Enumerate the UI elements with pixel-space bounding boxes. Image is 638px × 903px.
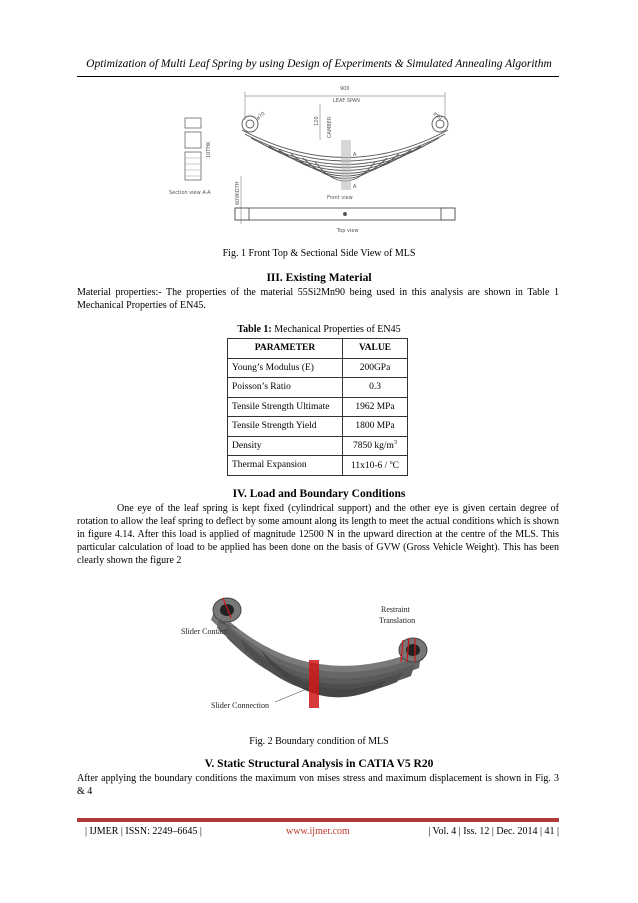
- degree-sign: o: [389, 459, 393, 466]
- table-row: [228, 378, 408, 398]
- param-cell: Thermal Expansion: [228, 456, 343, 476]
- footer-journal: | IJMER | ISSN: 2249–6645 |: [85, 826, 202, 837]
- top-view: [235, 208, 455, 220]
- slider-contact-label: Slider Contact: [181, 627, 227, 636]
- density-value: 7850 kg/m: [353, 441, 394, 452]
- value-cell: 0.3: [343, 378, 408, 398]
- header-rule: [77, 76, 559, 77]
- param-cell: Tensile Strength Ultimate: [228, 397, 343, 417]
- value-cell: 200GPa: [343, 358, 408, 378]
- spring-3d-model: [211, 598, 427, 708]
- section5-text: After applying the boundary conditions the maximum von mises stress and maximum displacement is shown in Fig. 3 & 4: [77, 773, 559, 797]
- value-cell: [343, 456, 408, 476]
- value-cell: 1962 MPa: [343, 397, 408, 417]
- table1-caption: [0, 324, 638, 335]
- table1-caption-text: Mechanical Properties of EN45: [271, 324, 401, 335]
- top-view-label: Top view: [337, 228, 359, 234]
- param-cell: Density: [228, 436, 343, 456]
- running-header: Optimization of Multi Leaf Spring by using Design of Experiments & Simulated Annealing Algorithm: [86, 58, 552, 70]
- footer-volume: | Vol. 4 | Iss. 12 | Dec. 2014 | 41 |: [428, 826, 559, 837]
- table-header-row: [228, 339, 408, 359]
- header-parameter: PARAMETER: [228, 339, 343, 359]
- expansion-unit: C: [392, 460, 400, 471]
- section-mark-bottom: A: [353, 184, 357, 190]
- front-view-label: Front view: [327, 195, 353, 201]
- mechanical-properties-table: [227, 338, 408, 476]
- thk-label: 10THK: [206, 141, 212, 158]
- section4-heading: IV. Load and Boundary Conditions: [232, 488, 406, 500]
- table-row: [228, 358, 408, 378]
- figure1-drawing: [155, 80, 485, 240]
- table-row: [228, 417, 408, 437]
- center-clamp: [341, 140, 351, 190]
- value-cell: [343, 436, 408, 456]
- param-cell: Poisson’s Ratio: [228, 378, 343, 398]
- header-value: VALUE: [343, 339, 408, 359]
- footer-bar: [77, 818, 559, 822]
- section-mark-top: A: [353, 152, 357, 158]
- translation-label: Translation: [379, 616, 416, 625]
- section5-heading: V. Static Structural Analysis in CATIA V5 R20: [204, 758, 434, 770]
- param-cell: Tensile Strength Yield: [228, 417, 343, 437]
- figure2-caption: Fig. 2 Boundary condition of MLS: [249, 736, 389, 747]
- camber-value: 120: [314, 116, 320, 126]
- eye-right-dim: ø90: [431, 110, 443, 122]
- table-row: [228, 397, 408, 417]
- figure1-caption: Fig. 1 Front Top & Sectional Side View of MLS: [222, 248, 416, 259]
- section-view-label: Section view A-A: [169, 190, 211, 196]
- table-row: [228, 456, 408, 476]
- span-label: LEAF SPAN: [333, 98, 360, 104]
- figure2-image: [175, 578, 465, 718]
- section4-text: One eye of the leaf spring is kept fixed (cylindrical support) and the other eye is given certain degree of rotation to allow the leaf spring to deflect by some amount along its length to meet the actual conditions which is shown in figure 4.14. After this load is applied of magnitude 12500 N in the upward direction at the centre of the MLS. This particular calculation of load to be applied has been done on the basis of GVW (Gross Vehicle Weight). This has been clearly shown the figure 2: [77, 503, 559, 566]
- eye-left-dim: ø70: [255, 110, 267, 122]
- param-cell: Young’s Modulus (E): [228, 358, 343, 378]
- width-label: 60WIDTH: [235, 181, 241, 205]
- slider-connection-label: Slider Connection: [211, 701, 269, 710]
- restraint-label: Restraint: [381, 605, 410, 614]
- section3-heading: III. Existing Material: [266, 272, 372, 284]
- footer-url-link[interactable]: www.ijmer.com: [286, 826, 350, 837]
- camber-label: CAMBER: [327, 116, 333, 138]
- section3-text: Material properties:- The properties of the material 55Si2Mn90 being used in this analysis are shown in Table 1 Mechanical Properties of EN45.: [77, 287, 559, 311]
- density-exponent: 3: [393, 440, 397, 447]
- table-row: [228, 436, 408, 456]
- span-value: 900: [340, 86, 350, 92]
- section-view-a-a: [169, 118, 212, 196]
- expansion-value: 11x10-6 /: [350, 460, 390, 471]
- table1-caption-label: Table 1:: [237, 324, 272, 335]
- value-cell: 1800 MPa: [343, 417, 408, 437]
